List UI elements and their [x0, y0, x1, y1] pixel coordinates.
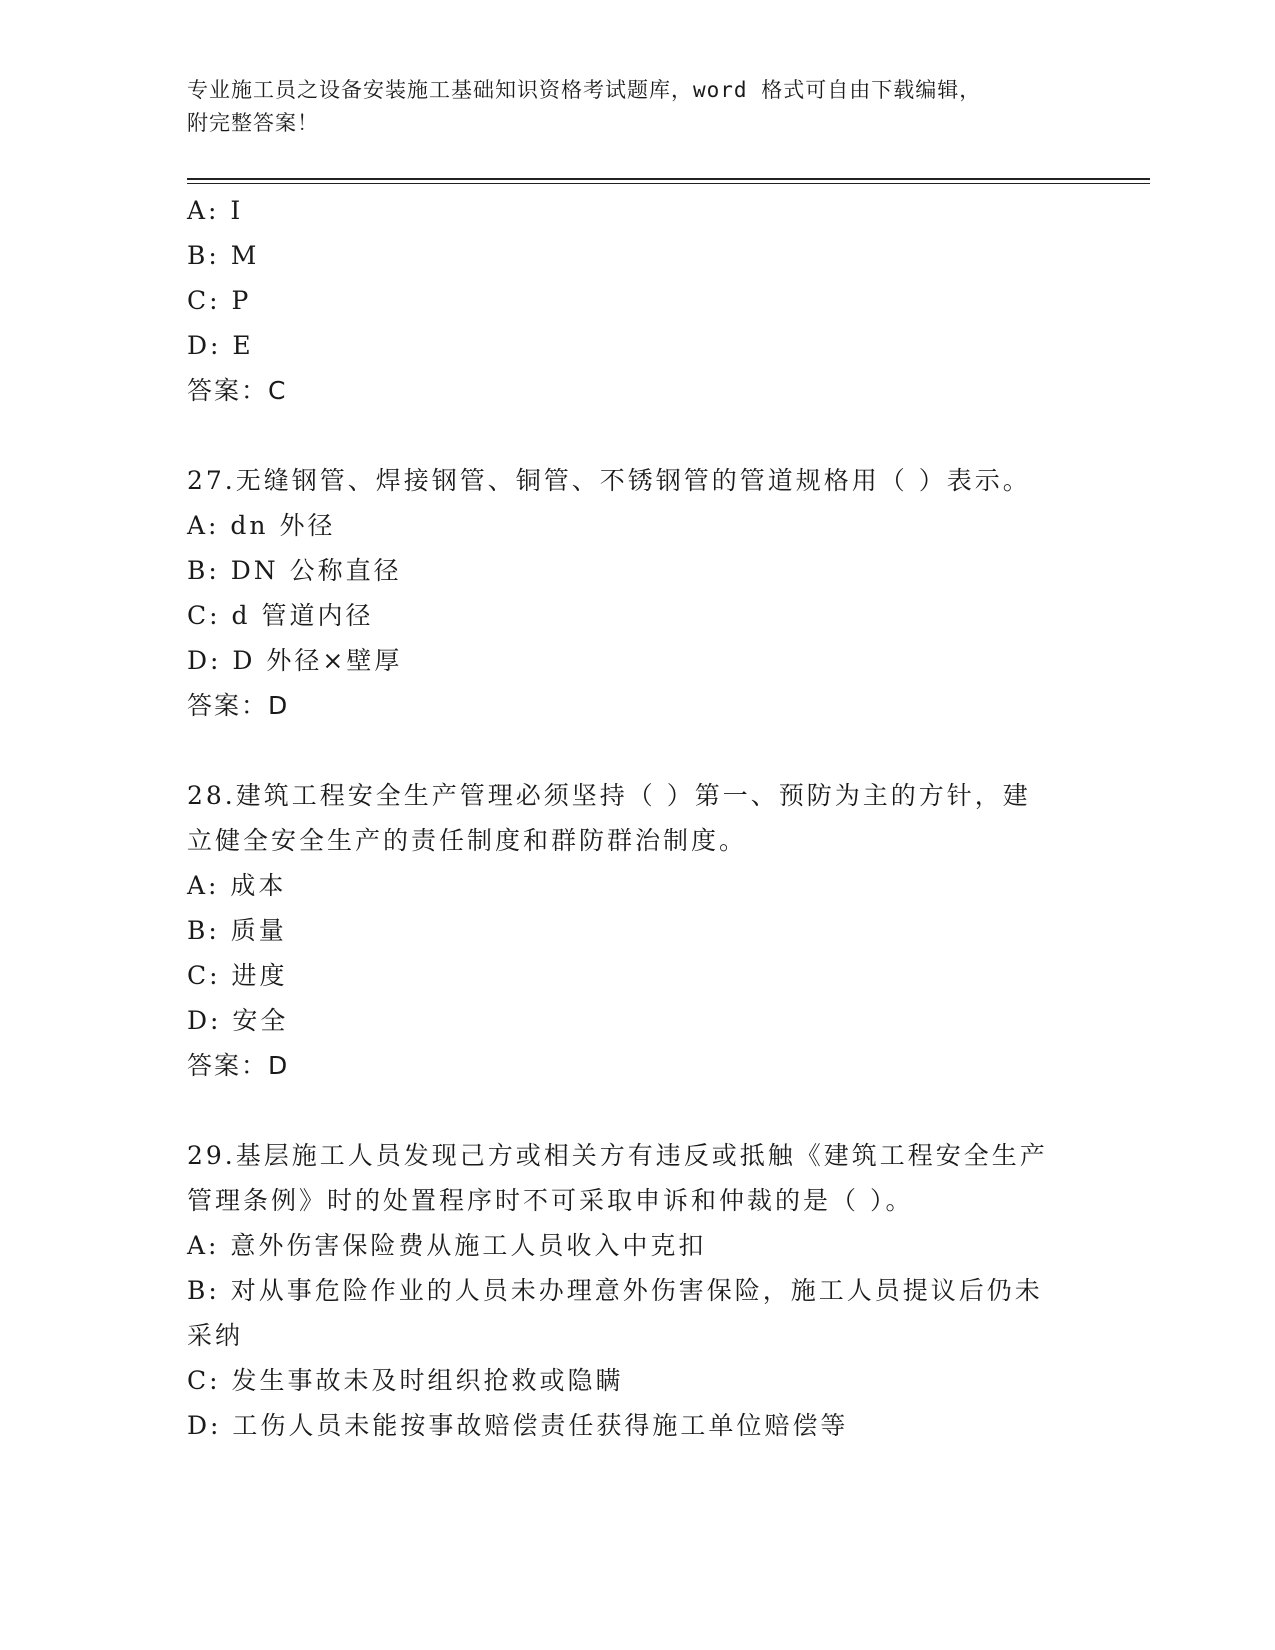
- question-26: [187, 188, 1087, 413]
- option-c: C: 发生事故未及时组织抢救或隐瞒: [187, 1366, 624, 1395]
- question-list: [187, 188, 1087, 1448]
- question-28: [187, 773, 1087, 1088]
- option-c: C: d 管道内径: [187, 601, 374, 630]
- option-b: B: DN 公称直径: [187, 556, 402, 585]
- option-c: C: P: [187, 286, 252, 315]
- option-a: A: 成本: [187, 871, 287, 900]
- question-text-line-1: 28.建筑工程安全生产管理必须坚持（ ）第一、预防为主的方针，建: [187, 781, 1031, 810]
- spacer: [187, 413, 1087, 458]
- header-divider-thin: [187, 183, 1150, 184]
- question-27: [187, 458, 1087, 728]
- option-d: D: D 外径×壁厚: [187, 646, 403, 675]
- option-d: D: 工伤人员未能按事故赔偿责任获得施工单位赔偿等: [187, 1411, 849, 1440]
- option-b: B: 质量: [187, 916, 287, 945]
- answer: 答案：C: [187, 376, 288, 405]
- option-b: B: 对从事危险作业的人员未办理意外伤害保险，施工人员提议后仍未: [187, 1276, 1043, 1305]
- question-text-line-2: 管理条例》时的处置程序时不可采取申诉和仲裁的是（ ）。: [187, 1186, 914, 1215]
- option-a: A: 意外伤害保险费从施工人员收入中克扣: [187, 1231, 707, 1260]
- option-b-continued: 采纳: [187, 1321, 244, 1350]
- header-line-1: 专业施工员之设备安装施工基础知识资格考试题库，word 格式可自由下载编辑，: [187, 78, 982, 102]
- option-c: C: 进度: [187, 961, 288, 990]
- answer: 答案：D: [187, 1051, 290, 1080]
- question-text-line-2: 立健全安全生产的责任制度和群防群治制度。: [187, 826, 748, 855]
- option-d: D: 安全: [187, 1006, 289, 1035]
- header-divider-thick: [187, 178, 1150, 180]
- option-d: D: E: [187, 331, 254, 360]
- page-header: [187, 74, 1067, 140]
- option-a: A: dn 外径: [187, 511, 336, 540]
- option-a: A: I: [187, 196, 244, 225]
- spacer: [187, 728, 1087, 773]
- option-b: B: M: [187, 241, 260, 270]
- question-29: [187, 1133, 1087, 1448]
- question-text: 27.无缝钢管、焊接钢管、铜管、不锈钢管的管道规格用（ ）表示。: [187, 466, 1031, 495]
- header-line-2: 附完整答案！: [187, 111, 319, 135]
- spacer: [187, 1088, 1087, 1133]
- answer: 答案：D: [187, 691, 290, 720]
- question-text-line-1: 29.基层施工人员发现己方或相关方有违反或抵触《建筑工程安全生产: [187, 1141, 1048, 1170]
